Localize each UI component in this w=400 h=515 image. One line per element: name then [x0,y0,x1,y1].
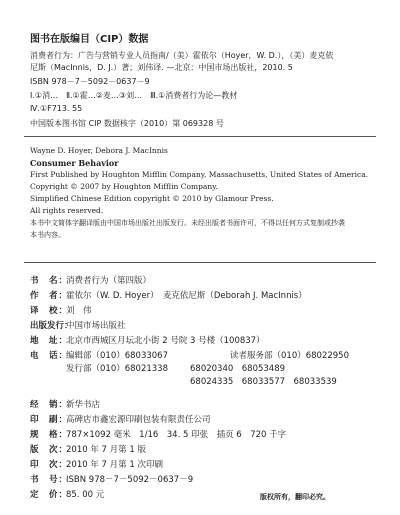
author-row: 作 者：霍依尔（W. D. Hoyer） 麦克依尼斯（Deborah J. MacInnis） [30,291,307,301]
cip-line: 尼斯（MacInnis，D. J.）著；刘伟译. —北京：中国市场出版社，2010. 5 [30,63,293,72]
publisher: 中国市场出版社 [66,321,126,331]
translator: 刘 伟 [66,306,92,316]
phone-reader-service: 读者服务部（010）68022950 [230,351,349,361]
phone-distribution-more: 68020340 68053489 [190,364,286,374]
cip-record-number: 中国版本图书馆 CIP 数据核字（2010）第 069328 号 [30,119,224,128]
cip-classification: Ⅰ.①消… Ⅱ.①霍…②麦…③刘… Ⅲ.①消费者行为论—教材 [30,91,238,100]
cip-title: 图书在版编目（CIP）数据 [30,34,149,45]
cip-line: 消费者行为：广告与营销专业人员指南/（美）霍依尔（Hoyer，W. D.），（美）麦克依 [30,51,334,60]
phone-editorial: 编辑部（010）68033067 [66,351,168,361]
chinese-notice-2: 本书内容。 [30,231,65,239]
chinese-notice: 本书中文简体字翻译版由中国市场出版社出版发行。未经出版者书面许可，不得以任何方式复制或抄袭 [30,219,345,227]
english-line: First Published by Houghton Mifflin Company, Massachusetts, United States of America. [30,170,369,179]
price: 85. 00 元 [66,490,105,500]
phone-block: 电 话： 编辑部（010）68033067 读者服务部（010）68022950 发行部（010）68021338 68020340 68053489 68024335 68033577 68033539 [30,351,349,387]
book-title: 消费者行为（第四版） [66,276,152,286]
cip-isbn: ISBN 978－7－5092－0637－9 [30,77,150,86]
printer: 高碑店市鑫宏源印刷包装有限责任公司 [66,415,211,425]
address-row: 地 址：北京市西城区月坛北小街 2 号院 3 号楼（100837） [30,336,265,346]
phone-distribution: 发行部（010）68021338 [66,364,168,374]
impression: 2010 年 7 月第 1 次印刷 [66,460,163,470]
cip-classification-2: Ⅳ.①F713. 55 [30,104,83,113]
rights-notice: 版权所有，翻印必究。 [260,493,330,501]
phone-distribution-more-2: 68024335 68033577 68033539 [190,377,337,387]
distributor: 新华书店 [66,400,101,410]
english-line: All rights reserved. [30,206,104,215]
edition-row: 版 次：2010 年 7 月第 1 版 [30,445,146,455]
isbn-row: 书 号：ISBN 978－7－5092－0637－9 [30,475,194,485]
isbn: ISBN 978－7－5092－0637－9 [66,475,194,485]
publisher-row: 出版发行：中国市场出版社 [30,321,126,331]
authors: 霍依尔（W. D. Hoyer） 麦克依尼斯（Deborah J. MacInnis） [66,291,307,301]
distributor-row: 经 销：新华书店 [30,400,101,410]
english-line: Copyright © 2007 by Houghton Mifflin Company. [30,182,218,191]
address: 北京市西城区月坛北小街 2 号院 3 号楼（100837） [66,336,265,346]
specifications: 787×1092 毫米 1/16 34. 5 印张 插页 6 720 千字 [66,430,287,440]
book-row: 书 名：消费者行为（第四版） [30,276,152,286]
english-title: Consumer Behavior [30,158,119,168]
translator-row: 译 校：刘 伟 [30,306,92,316]
price-row: 定 价：85. 00 元 [30,490,105,500]
spec-row: 规 格：787×1092 毫米 1/16 34. 5 印张 插页 6 720 千字 [30,430,287,440]
edition: 2010 年 7 月第 1 版 [66,445,146,455]
divider [24,136,376,137]
english-authors: Wayne D. Hoyer, Debora J. MacInnis [30,146,168,155]
printer-row: 印 刷：高碑店市鑫宏源印刷包装有限责任公司 [30,415,211,425]
divider [24,262,376,263]
english-line: Simplified Chinese Edition copyright © 2010 by Glamour Press. [30,194,274,203]
impression-row: 印 次：2010 年 7 月第 1 次印刷 [30,460,163,470]
